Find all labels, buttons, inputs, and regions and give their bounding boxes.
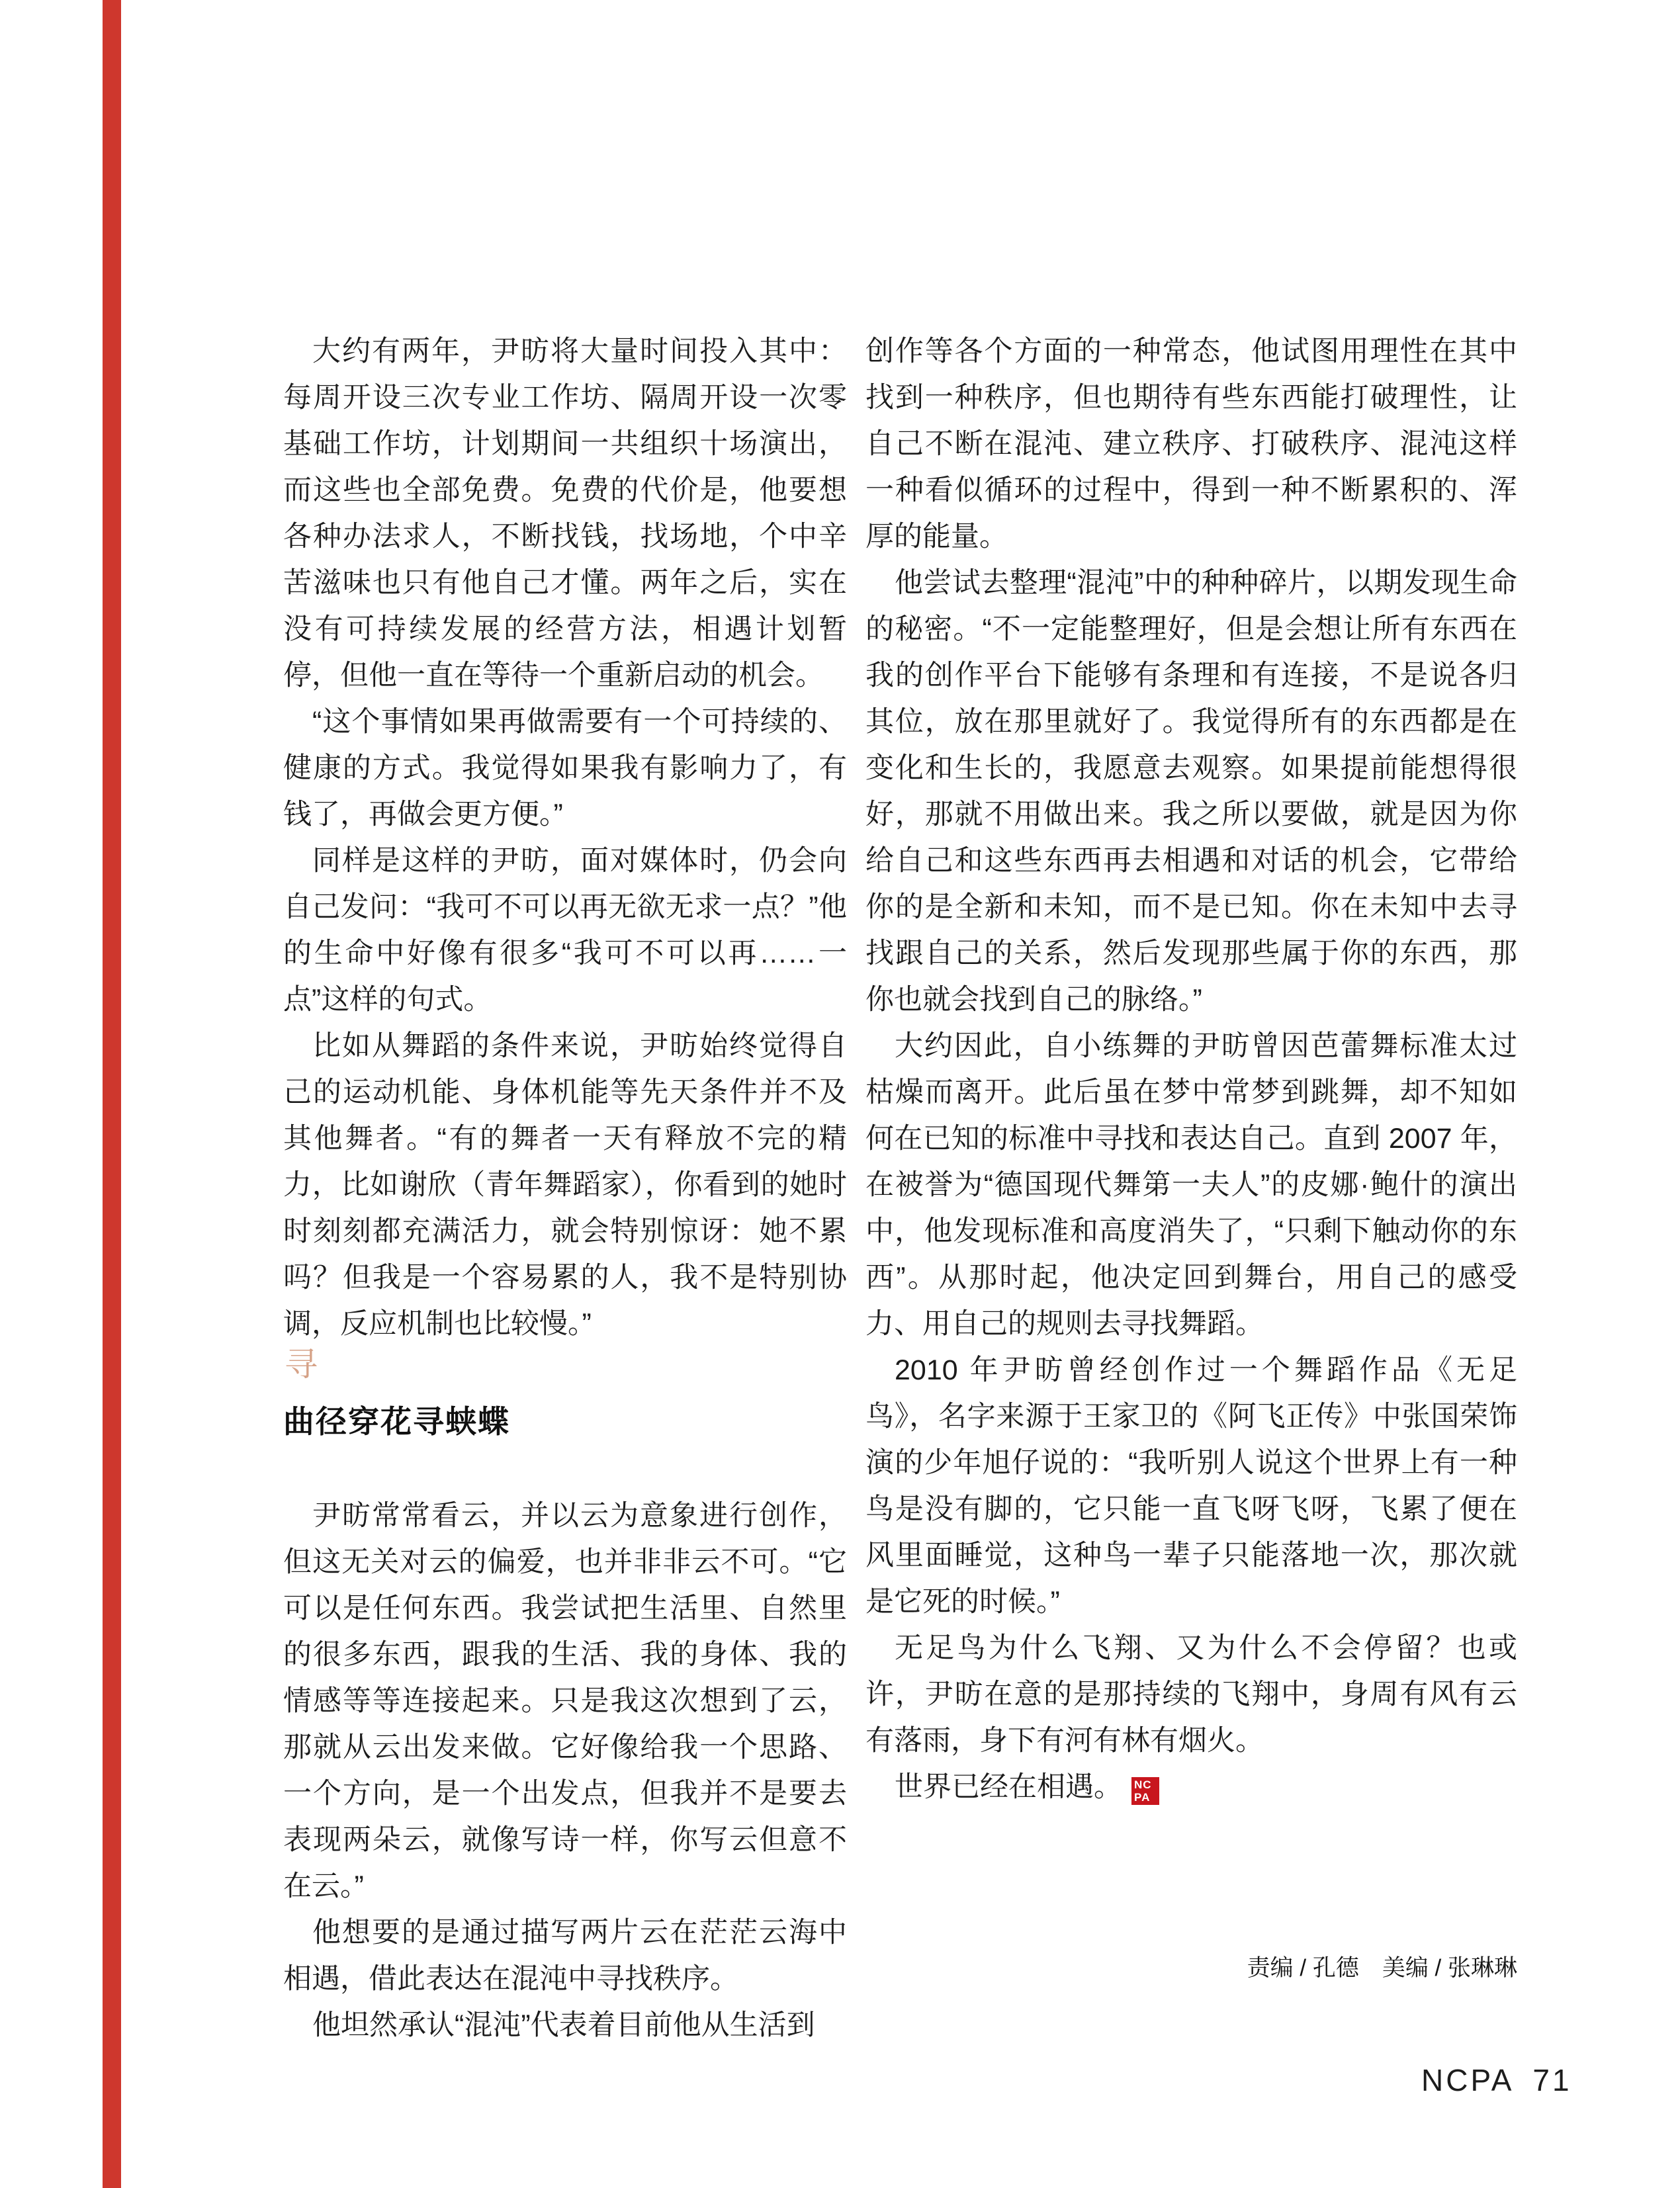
seal-line-2: PA — [1134, 1791, 1151, 1804]
closing-sentence: 世界已经在相遇。 — [895, 1771, 1122, 1803]
paragraph: 他坦然承认“混沌”代表着目前他从生活到 — [312, 2009, 815, 2041]
paragraph: 大约有两年，尹昉将大量时间投入其中：每周开设三次专业工作坊、隔周开设一次零基础工作坊，计划期间一共组织十场演出，而这些也全部免费。免费的代价是，他要想各种办法求人，不断找钱，找场地，个中辛苦滋味也只有他自己才懂。两年之后，实在没有可持续发展的经营方法，相遇计划暂停，但他一直在等待一个重新启动的机会。 — [283, 335, 847, 691]
paragraph: 2010 年尹昉曾经创作过一个舞蹈作品《无足鸟》，名字来源于王家卫的《阿飞正传》中张国荣饰演的少年旭仔说的：“我听别人说这个世界上有一种鸟是没有脚的，它只能一直飞呀飞呀，飞累了便在风里面睡觉，这种鸟一辈子只能落地一次，那次就是它死的时候。” — [865, 1354, 1517, 1618]
credits-line: 责编 / 孔德 美编 / 张琳琳 — [1247, 1955, 1517, 1981]
right-column — [865, 328, 1517, 1810]
section-marker-ideogram: 寻 — [285, 1345, 318, 1383]
page-number: 71 — [1532, 2063, 1572, 2097]
closing-paragraph — [865, 1764, 1517, 1810]
left-edge-accent-bar — [103, 0, 121, 2188]
section-heading: 曲径穿花寻蛱蝶 — [283, 1404, 510, 1439]
paragraph: 无足鸟为什么飞翔、又为什么不会停留？也或许，尹昉在意的是那持续的飞翔中，身周有风有云有落雨，身下有河有林有烟火。 — [865, 1632, 1517, 1757]
paragraph: “这个事情如果再做需要有一个可持续的、健康的方式。我觉得如果我有影响力了，有钱了，再做会更方便。” — [283, 706, 847, 830]
ncpa-seal-icon — [1131, 1777, 1159, 1805]
seal-line-1: NC — [1134, 1778, 1152, 1791]
paragraph: 大约因此，自小练舞的尹昉曾因芭蕾舞标准太过枯燥而离开。此后虽在梦中常梦到跳舞，却不知如何在已知的标准中寻找和表达自己。直到 2007 年，在被誉为“德国现代舞第一夫人”的皮娜·鲍什的演出中，他发现标准和高度消失了，“只剩下触动你的东西”。从那时起，他决定回到舞台，用自己的感受力、用自己的规则去寻找舞蹈。 — [865, 1030, 1517, 1340]
left-column-lower — [283, 1493, 847, 2048]
footer-brand: NCPA — [1421, 2063, 1515, 2097]
paragraph: 他尝试去整理“混沌”中的种种碎片，以期发现生命的秘密。“不一定能整理好，但是会想让所有东西在我的创作平台下能够有条理和有连接，不是说各归其位，放在那里就好了。我觉得所有的东西都是在变化和生长的，我愿意去观察。如果提前能想得很好，那就不用做出来。我之所以要做，就是因为你给自己和这些东西再去相遇和对话的机会，它带给你的是全新和未知，而不是已知。你在未知中去寻找跟自己的关系，然后发现那些属于你的东西，那你也就会找到自己的脉络。” — [865, 567, 1517, 1016]
left-column-upper — [283, 328, 847, 1347]
paragraph: 他想要的是通过描写两片云在茫茫云海中相遇，借此表达在混沌中寻找秩序。 — [283, 1917, 847, 1995]
paragraph: 比如从舞蹈的条件来说，尹昉始终觉得自己的运动机能、身体机能等先天条件并不及其他舞者。“有的舞者一天有释放不完的精力，比如谢欣（青年舞蹈家），你看到的她时时刻刻都充满活力，就会特别惊讶：她不累吗？但我是一个容易累的人，我不是特别协调，反应机制也比较慢。” — [283, 1030, 847, 1340]
paragraph: 尹昉常常看云，并以云为意象进行创作，但这无关对云的偏爱，也并非非云不可。“它可以是任何东西。我尝试把生活里、自然里的很多东西，跟我的生活、我的身体、我的情感等等连接起来。只是我这次想到了云，那就从云出发来做。它好像给我一个思路、一个方向，是一个出发点，但我并不是要去表现两朵云，就像写诗一样，你写云但意不在云。” — [283, 1500, 847, 1902]
page-footer — [1421, 2063, 1572, 2097]
paragraph: 同样是这样的尹昉，面对媒体时，仍会向自己发问：“我可不可以再无欲无求一点？”他的生命中好像有很多“我可不可以再……一点”这样的句式。 — [283, 845, 847, 1016]
paragraph-continuation: 创作等各个方面的一种常态，他试图用理性在其中找到一种秩序，但也期待有些东西能打破理性，让自己不断在混沌、建立秩序、打破秩序、混沌这样一种看似循环的过程中，得到一种不断累积的、浑厚的能量。 — [865, 335, 1517, 552]
